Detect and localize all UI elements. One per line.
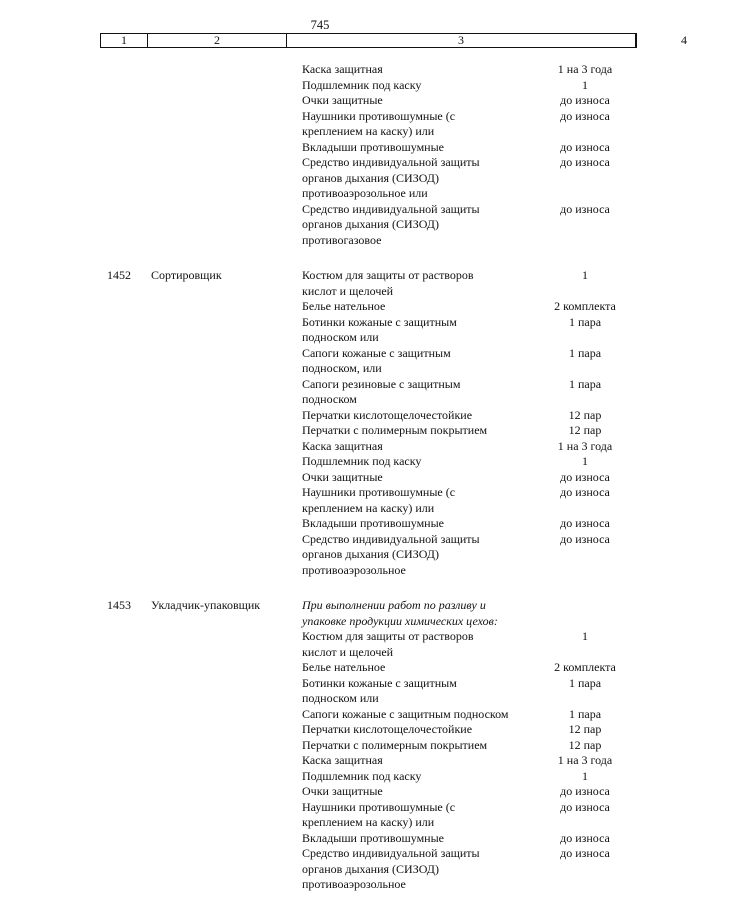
ppe-row <box>302 784 632 800</box>
ppe-item-name: Белье нательное <box>302 660 386 674</box>
ppe-item-quantity: 1 на 3 года <box>557 753 613 767</box>
ppe-row <box>302 268 632 299</box>
ppe-item-quantity: до износа <box>560 485 610 499</box>
ppe-item-name: Белье нательное <box>302 299 386 313</box>
ppe-item-name: Наушники противошумные (с креплением на каску) или <box>302 485 456 515</box>
ppe-item-name: Перчатки с полимерным покрытием <box>302 737 488 752</box>
ppe-item-quantity: 1 <box>582 268 588 282</box>
header-col-3: 3 <box>286 34 635 47</box>
ppe-item-name: Перчатки кислотощелочестойкие <box>302 407 473 422</box>
ppe-item-quantity: до износа <box>560 155 610 169</box>
ppe-item-name: Вкладыши противошумные <box>302 516 444 530</box>
table-section <box>0 62 640 248</box>
ppe-item-quantity: 12 пар <box>568 407 602 422</box>
ppe-row <box>302 769 632 785</box>
ppe-item-name: Очки защитные <box>302 784 383 798</box>
ppe-item-name: Наушники противошумные (с креплением на каску) или <box>302 799 456 829</box>
profession-name: Сортировщик <box>151 268 222 282</box>
ppe-item-name: Каска защитная <box>302 62 383 76</box>
ppe-item-quantity: 1 пара <box>568 314 602 329</box>
ppe-item-name: Подшлемник под каску <box>302 454 422 468</box>
table-section <box>0 598 640 893</box>
ppe-item-quantity: 1 на 3 года <box>557 438 613 453</box>
ppe-item-quantity: до износа <box>560 784 610 798</box>
ppe-item-name: Костюм для защиты от растворов кислот и щелочей <box>302 629 474 659</box>
ppe-item-name: Средство индивидуальной защиты органов дыхания (СИЗОД) противогазовое <box>302 201 480 247</box>
ppe-item-quantity: до износа <box>560 469 610 484</box>
ppe-row <box>302 377 632 408</box>
ppe-row <box>302 423 632 439</box>
header-col-1: 1 <box>121 33 127 47</box>
ppe-row <box>302 660 632 676</box>
header-col-4: 4 <box>635 34 732 47</box>
ppe-row <box>302 629 632 660</box>
ppe-item-quantity: до износа <box>560 830 610 845</box>
ppe-item-quantity: 1 пара <box>568 345 602 360</box>
ppe-item-name: Сапоги кожаные с защитным подноском, или <box>302 345 451 375</box>
header-col-2: 2 <box>147 34 286 47</box>
ppe-row <box>302 722 632 738</box>
ppe-row <box>302 454 632 470</box>
ppe-item-name: Сапоги резиновые с защитным подноском <box>302 376 461 406</box>
table-header-row <box>100 33 687 48</box>
ppe-item-name: Ботинки кожаные с защитным подноском или <box>302 675 457 705</box>
ppe-item-name: Сапоги кожаные с защитным подноском <box>302 706 509 721</box>
ppe-item-quantity: до износа <box>560 531 610 546</box>
ppe-item-quantity: до износа <box>560 799 610 814</box>
ppe-item-name: Очки защитные <box>302 93 383 107</box>
table-body <box>0 62 640 893</box>
ppe-row <box>302 485 632 516</box>
ppe-item-name: Перчатки кислотощелочестойкие <box>302 722 473 736</box>
ppe-row <box>302 93 632 109</box>
ppe-item-name: Вкладыши противошумные <box>302 139 444 154</box>
ppe-item-quantity: 12 пар <box>568 722 602 736</box>
ppe-item-name: Каска защитная <box>302 438 383 453</box>
ppe-item-name: Перчатки с полимерным покрытием <box>302 423 488 437</box>
ppe-item-quantity: до износа <box>560 93 610 107</box>
ppe-item-name: Средство индивидуальной защиты органов дыхания (СИЗОД) противоаэрозольное <box>302 531 480 577</box>
ppe-item-name: Подшлемник под каску <box>302 77 422 92</box>
ppe-item-quantity: 1 <box>582 768 588 783</box>
ppe-item-quantity: до износа <box>560 516 610 530</box>
page-number: 745 <box>310 18 330 32</box>
ppe-item-quantity: 2 комплекта <box>554 299 616 313</box>
ppe-row <box>302 800 632 831</box>
ppe-item-name: Средство индивидуальной защиты органов дыхания (СИЗОД) противоаэрозольное <box>302 846 480 891</box>
profession-code: 1453 <box>107 598 131 612</box>
ppe-row <box>302 315 632 346</box>
ppe-row <box>302 155 632 202</box>
ppe-row <box>302 62 632 78</box>
ppe-row <box>302 738 632 754</box>
ppe-item-quantity: до износа <box>560 201 610 216</box>
ppe-row <box>302 470 632 486</box>
ppe-row <box>302 439 632 455</box>
ppe-row <box>302 516 632 532</box>
ppe-item-quantity: до износа <box>560 139 610 154</box>
ppe-item-name: Вкладыши противошумные <box>302 830 444 845</box>
ppe-row <box>302 109 632 140</box>
ppe-item-name: Средство индивидуальной защиты органов дыхания (СИЗОД) противоаэрозольное или <box>302 155 480 200</box>
work-condition-note: При выполнении работ по разливу и упаковке продукции химических цехов: <box>302 598 498 628</box>
ppe-item-quantity: 1 <box>582 629 588 643</box>
ppe-item-name: Очки защитные <box>302 469 383 484</box>
ppe-item-quantity: 1 <box>582 454 588 468</box>
ppe-row <box>302 346 632 377</box>
ppe-item-name: Подшлемник под каску <box>302 768 422 783</box>
ppe-row <box>302 846 632 893</box>
ppe-row <box>302 78 632 94</box>
ppe-row <box>302 753 632 769</box>
ppe-item-quantity: 1 на 3 года <box>557 62 613 76</box>
ppe-row <box>302 140 632 156</box>
ppe-item-quantity: до износа <box>560 846 610 860</box>
ppe-item-quantity: 2 комплекта <box>554 660 616 674</box>
ppe-item-name: Наушники противошумные (с креплением на каску) или <box>302 108 456 138</box>
ppe-row <box>302 676 632 707</box>
ppe-item-quantity: 12 пар <box>568 737 602 752</box>
ppe-row <box>302 532 632 579</box>
table-section <box>0 268 640 578</box>
ppe-item-quantity: 1 <box>582 77 588 92</box>
ppe-item-quantity: 1 пара <box>568 706 602 721</box>
ppe-row <box>302 831 632 847</box>
ppe-item-quantity: 1 пара <box>568 376 602 391</box>
profession-name: Укладчик-упаковщик <box>151 598 261 612</box>
ppe-item-quantity: 1 пара <box>568 675 602 690</box>
ppe-item-quantity: до износа <box>560 108 610 123</box>
ppe-row <box>302 707 632 723</box>
ppe-item-name: Ботинки кожаные с защитным подноском или <box>302 314 457 344</box>
ppe-row <box>302 299 632 315</box>
profession-code: 1452 <box>107 268 131 282</box>
ppe-item-name: Каска защитная <box>302 753 383 767</box>
ppe-row <box>302 202 632 249</box>
ppe-item-name: Костюм для защиты от растворов кислот и щелочей <box>302 268 474 298</box>
ppe-item-quantity: 12 пар <box>568 423 602 437</box>
ppe-row <box>302 408 632 424</box>
